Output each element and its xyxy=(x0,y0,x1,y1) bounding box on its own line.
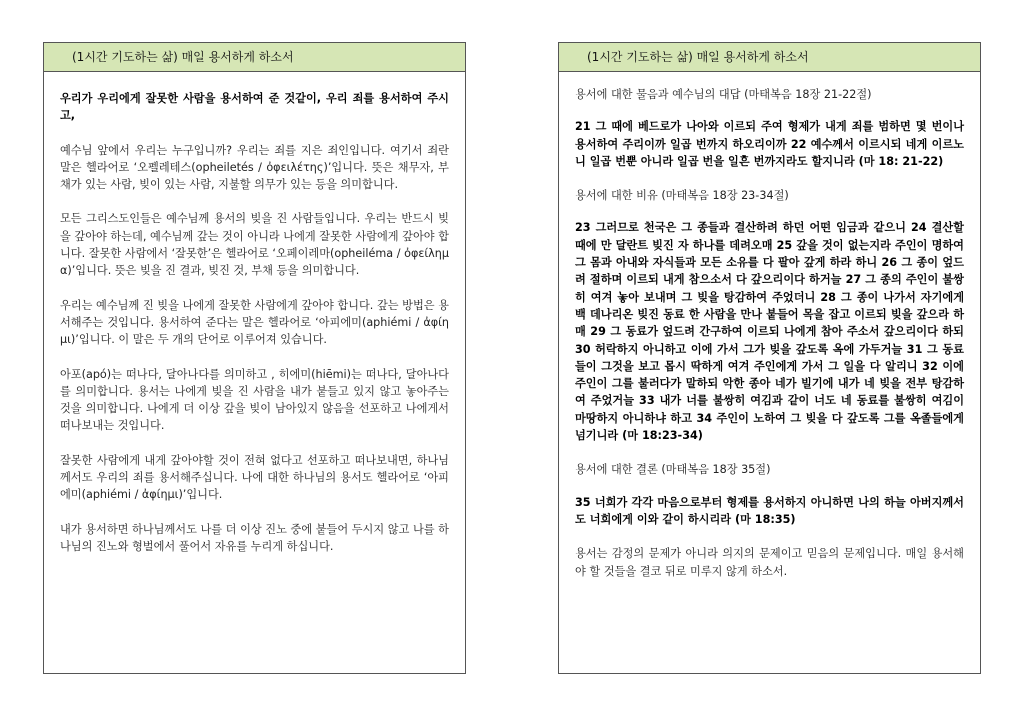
right-page xyxy=(558,42,981,674)
paragraph: 용서에 대한 물음과 예수님의 대답 (마태복음 18장 21-22절) xyxy=(575,88,872,101)
paragraph: 잘못한 사람에게 내게 갚아야할 것이 전혀 없다고 선포하고 떠나보내면, 하나님께서도 우리의 죄를 용서해주십니다. 나에 대한 하나님의 용서도 헬라어로 ‘아피에미(aphiémi / ἀφίημι)’입니다. xyxy=(60,453,449,502)
paragraph: 용서는 감정의 문제가 아니라 의지의 문제이고 믿음의 문제입니다. 매일 용서해야 할 것들을 결코 뒤로 미루지 않게 하소서. xyxy=(575,547,964,578)
paragraph: 용서에 대한 비유 (마태복음 18장 23-34절) xyxy=(575,189,789,203)
paragraph: 21 그 때에 베드로가 나아와 이르되 주여 형제가 내게 죄를 범하면 몇 번이나 용서하여 주리이까 일곱 번까지 하오리이까 22 예수께서 이르시되 네게 이르노니 일곱 번뿐 아니라 일곱 번을 일흔 번까지라도 할지니라 (마 18: 21-22) xyxy=(575,120,964,168)
paragraph: 23 그러므로 천국은 그 종들과 결산하려 하던 어떤 임금과 같으니 24 결산할 때에 만 달란트 빚진 자 하나를 데려오매 25 갚을 것이 없는지라 주인이 명하여 그 몸과 아내와 자식들과 모든 소유를 다 팔아 갚게 하라 하니 26 그 종이 엎드려 절하며 이르되 내게 참으소서 다 갚으리이다 하거늘 27 그 종의 주인이 불쌍히 여겨 놓아 보내며 그 빚을 탕감하여 주었더니 28 그 종이 나가서 자기에게 백 데나리온 빚진 동료 한 사람을 만나 붙들어 목을 잡고 이르되 빚을 갚으라 하매 29 그 동료가 엎드려 간구하여 이르되 나에게 참아 주소서 갚으리이다 하되 30 허락하지 아니하고 이에 가서 그가 빚을 갚도록 옥에 가두거늘 31 그 동료들이 그것을 보고 몹시 딱하게 여겨 주인에게 가서 그 일을 다 알리니 32 이에 주인이 그를 불러다가 말하되 악한 종아 네가 빌기에 내가 네 빚을 전부 탕감하여 주었거늘 33 내가 너를 불쌍히 여김과 같이 너도 네 동료를 불쌍히 여김이 마땅하지 아니하냐 하고 34 주인이 노하여 그 빚을 다 갚도록 그를 옥졸들에게 넘기니라 (마 18:23-34) xyxy=(575,221,964,443)
paragraph: 내가 용서하면 하나님께서도 나를 더 이상 진노 중에 붙들어 두시지 않고 나를 하나님의 진노와 형벌에서 풀어서 자유를 누리게 하십니다. xyxy=(60,522,449,553)
right-page-header: (1시간 기도하는 삶) 매일 용서하게 하소서 xyxy=(559,43,980,72)
left-page-body xyxy=(44,72,465,555)
paragraph: 우리는 예수님께 진 빚을 나에게 잘못한 사람에게 갚아야 합니다. 갚는 방법은 용서해주는 것입니다. 용서하여 준다는 말은 헬라어로 ‘아피에미(aphiémi / ἀφίημι)’입니다. 이 말은 두 개의 단어로 이루어져 있습니다. xyxy=(60,298,449,347)
paragraph: 모든 그리스도인들은 예수님께 용서의 빚을 진 사람들입니다. 우리는 반드시 빚을 갚아야 하는데, 예수님께 갚는 것이 아니라 나에게 잘못한 사람에게 갚아야 합니다. 잘못한 사람에서 ‘잘못한’은 헬라어로 ‘오페이레마(opheiléma / ὀφείλημα)’입니다. 뜻은 빚을 진 결과, 빚진 것, 부채 등을 의미합니다. xyxy=(60,212,449,278)
left-page-header: (1시간 기도하는 삶) 매일 용서하게 하소서 xyxy=(44,43,465,72)
paragraph: 용서에 대한 결론 (마태복음 18장 35절) xyxy=(575,463,771,477)
left-page xyxy=(43,42,466,674)
paragraph: 아포(apó)는 떠나다, 달아나다를 의미하고 , 히에미(hiēmi)는 떠나다, 달아나다를 의미합니다. 용서는 나에게 빚을 진 사람을 내가 붙들고 있지 않고 놓아주는 것을 의미합니다. 나에게 더 이상 갚을 빚이 남아있지 않음을 선포하고 나에게서 떠나보내는 것입니다. xyxy=(60,367,449,433)
paragraph: 우리가 우리에게 잘못한 사람을 용서하여 준 것같이, 우리 죄를 용서하여 주시고, xyxy=(60,92,449,123)
paragraph: 35 너희가 각각 마음으로부터 형제를 용서하지 아니하면 나의 하늘 아버지께서도 너희에게 이와 같이 하시리라 (마 18:35) xyxy=(575,495,964,526)
paragraph: 예수님 앞에서 우리는 누구입니까? 우리는 죄를 지은 죄인입니다. 여기서 죄란 말은 헬라어로 ‘오펠레테스(opheiletés / ὀφειλέτης)’입니다. 뜻은 채무자, 부채가 있는 사람, 빚이 있는 사람, 지불할 의무가 있는 등을 의미합니다. xyxy=(60,143,449,192)
right-page-body xyxy=(559,72,980,580)
